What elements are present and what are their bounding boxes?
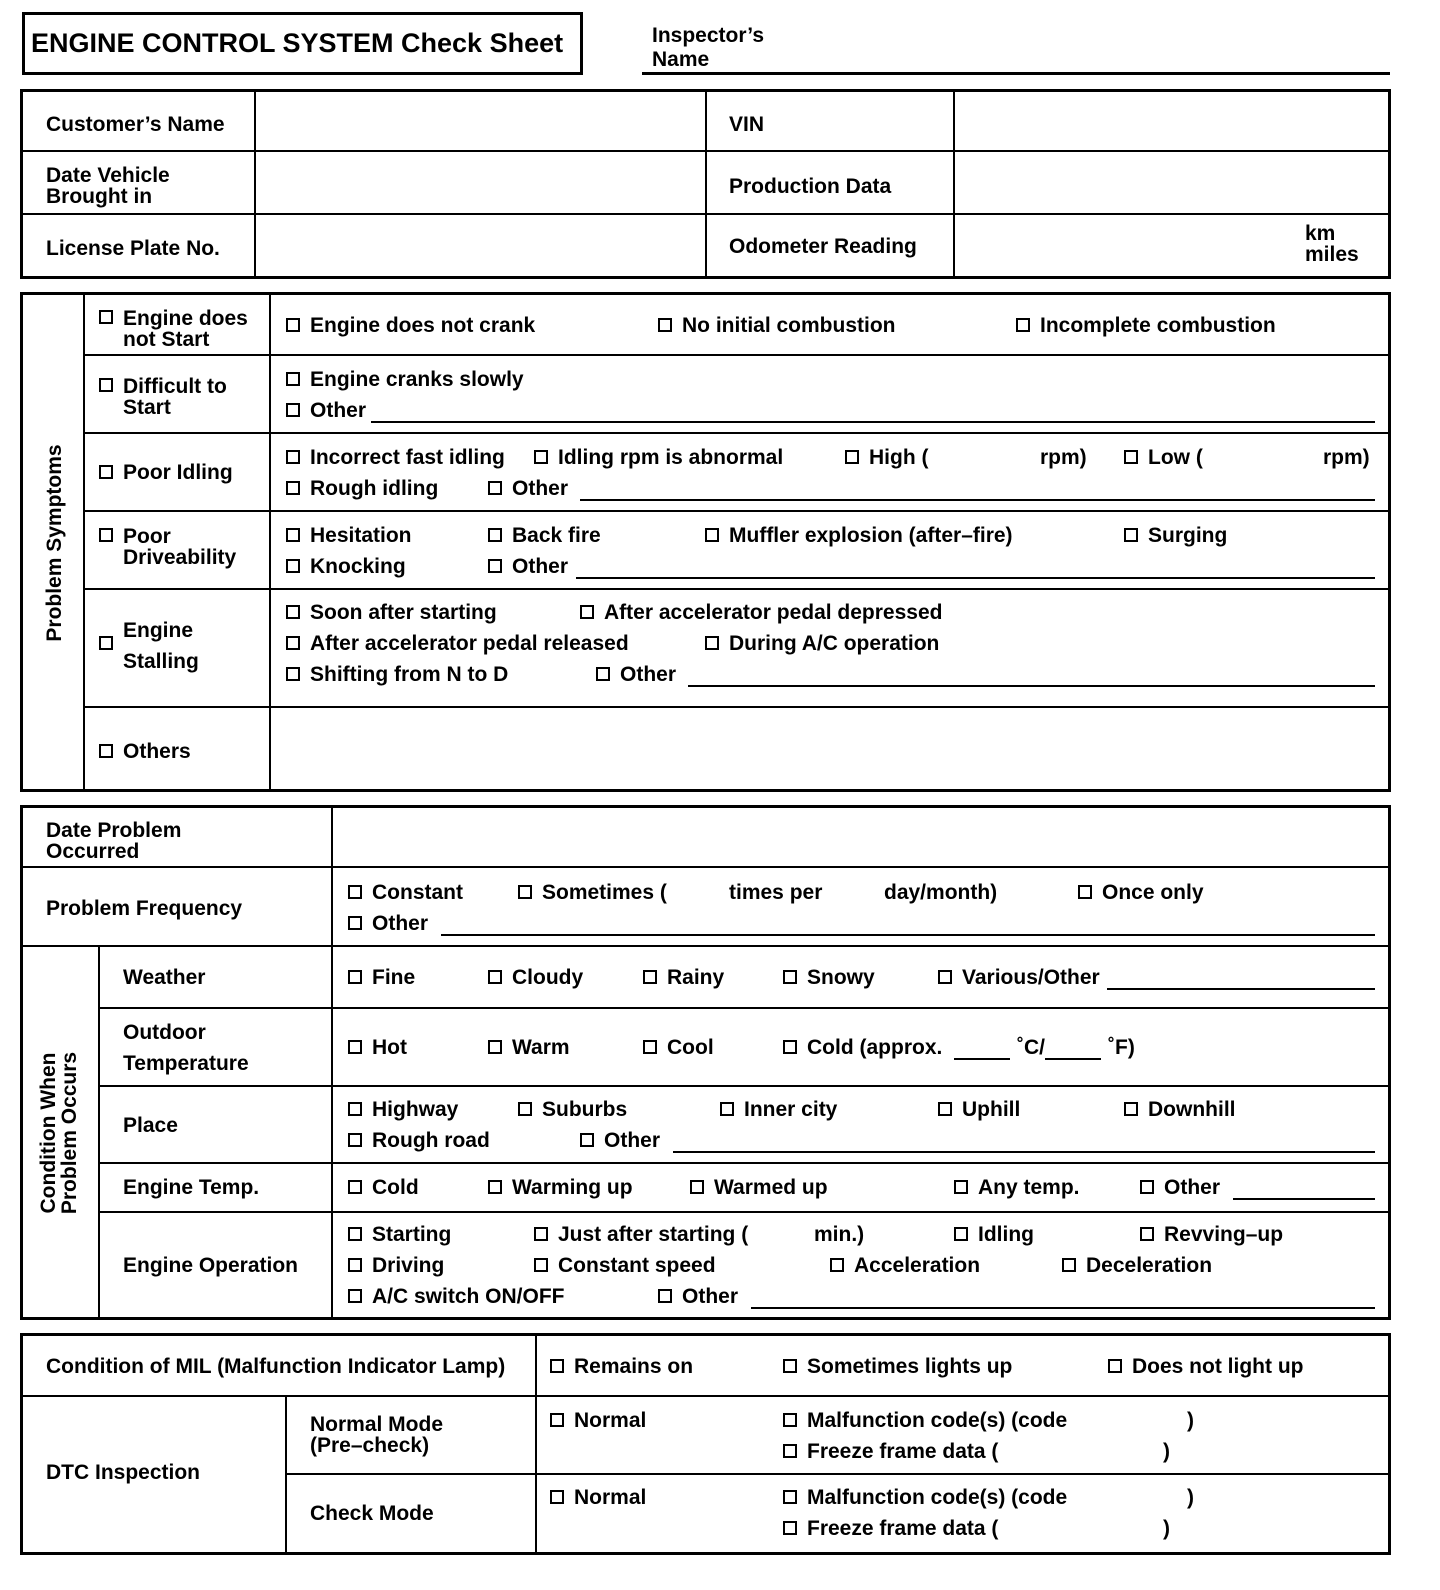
muffler-explosion-checkbox[interactable] [705, 528, 719, 542]
customer-name-label: Customer’s Name [46, 113, 225, 136]
op-ac-switch-checkbox[interactable] [348, 1289, 362, 1303]
op-starting-label: Starting [372, 1223, 452, 1246]
op-constant-speed-checkbox[interactable] [534, 1258, 548, 1272]
engine-not-start-label-1: Engine does [123, 307, 248, 330]
place-downhill-checkbox[interactable] [1124, 1102, 1138, 1116]
op-driving-checkbox[interactable] [348, 1258, 362, 1272]
poor-driveability-checkbox[interactable] [99, 528, 113, 542]
weather-rainy-label: Rainy [667, 966, 725, 989]
normal-mode-malfunction-checkbox[interactable] [783, 1413, 797, 1427]
odometer-field[interactable] [957, 217, 1297, 275]
weather-various-checkbox[interactable] [938, 970, 952, 984]
op-other-checkbox[interactable] [658, 1289, 672, 1303]
vin-field[interactable] [957, 93, 1385, 148]
check-mode-normal-label: Normal [574, 1486, 647, 1509]
rough-idling-label: Rough idling [310, 477, 439, 500]
pedal-depressed-label: After accelerator pedal depressed [604, 601, 943, 624]
etemp-other-checkbox[interactable] [1140, 1180, 1154, 1194]
check-mode-label: Check Mode [310, 1502, 434, 1525]
idling-low-checkbox[interactable] [1124, 450, 1138, 464]
op-ac-switch-label: A/C switch ON/OFF [372, 1285, 565, 1308]
temp-cold-label: Cold (approx. [807, 1036, 943, 1059]
symptom-others-checkbox[interactable] [99, 744, 113, 758]
weather-cloudy-checkbox[interactable] [488, 970, 502, 984]
weather-other-field[interactable] [1107, 988, 1375, 990]
idling-low-label: Low ( [1148, 446, 1203, 469]
freq-other-label: Other [372, 912, 429, 935]
surging-label: Surging [1148, 524, 1228, 547]
normal-mode-normal-checkbox[interactable] [550, 1413, 564, 1427]
soon-after-starting-label: Soon after starting [310, 601, 497, 624]
freq-constant-checkbox[interactable] [348, 885, 362, 899]
engine-temp-label: Engine Temp. [123, 1176, 260, 1199]
etemp-warmed-up-label: Warmed up [714, 1176, 828, 1199]
temp-cold-checkbox[interactable] [783, 1040, 797, 1054]
normal-mode-malfunction-label: Malfunction code(s) (code [807, 1409, 1068, 1432]
problem-symptoms-side-label: Problem Symptoms [43, 444, 66, 642]
weather-label: Weather [123, 966, 206, 989]
back-fire-checkbox[interactable] [488, 528, 502, 542]
poor-driveability-label-2: Driveability [123, 546, 237, 569]
problem-frequency-label: Problem Frequency [46, 897, 243, 920]
etemp-warmed-up-checkbox[interactable] [690, 1180, 704, 1194]
inspector-name-field[interactable] [642, 72, 1390, 75]
op-other-field[interactable] [751, 1307, 1375, 1309]
idling-other-checkbox[interactable] [488, 481, 502, 495]
op-other-label: Other [682, 1285, 739, 1308]
op-just-after-starting-checkbox[interactable] [534, 1227, 548, 1241]
op-idling-checkbox[interactable] [954, 1227, 968, 1241]
op-just-after-starting-label: Just after starting ( [558, 1223, 749, 1246]
cranks-slowly-checkbox[interactable] [286, 372, 300, 386]
op-acceleration-label: Acceleration [854, 1254, 981, 1277]
freq-constant-label: Constant [372, 881, 463, 904]
pedal-depressed-checkbox[interactable] [580, 605, 594, 619]
place-label: Place [123, 1114, 178, 1137]
normal-mode-malfunction-close: ) [1187, 1409, 1194, 1432]
temp-hot-checkbox[interactable] [348, 1040, 362, 1054]
no-initial-combustion-checkbox[interactable] [658, 318, 672, 332]
weather-cloudy-label: Cloudy [512, 966, 584, 989]
customer-name-field[interactable] [258, 93, 702, 148]
outdoor-temp-label-2: Temperature [123, 1052, 249, 1075]
normal-mode-normal-label: Normal [574, 1409, 647, 1432]
normal-mode-freeze-label: Freeze frame data ( [807, 1440, 999, 1463]
place-suburbs-label: Suburbs [542, 1098, 628, 1121]
surging-checkbox[interactable] [1124, 528, 1138, 542]
rough-idling-checkbox[interactable] [286, 481, 300, 495]
weather-fine-label: Fine [372, 966, 416, 989]
odometer-label: Odometer Reading [729, 235, 917, 258]
date-problem-label-1: Date Problem [46, 819, 182, 842]
engine-stalling-label-2: Stalling [123, 650, 199, 673]
op-revving-up-label: Revving–up [1164, 1223, 1284, 1246]
op-constant-speed-label: Constant speed [558, 1254, 716, 1277]
etemp-other-label: Other [1164, 1176, 1221, 1199]
weather-various-label: Various/Other [962, 966, 1100, 989]
no-initial-combustion-label: No initial combustion [682, 314, 896, 337]
place-inner-city-label: Inner city [744, 1098, 838, 1121]
place-other-checkbox[interactable] [580, 1133, 594, 1147]
condition-side-label-2: Problem Occurs [58, 1051, 81, 1215]
date-vehicle-field[interactable] [258, 154, 702, 210]
vin-label: VIN [729, 113, 765, 136]
idling-rpm-abnormal-label: Idling rpm is abnormal [558, 446, 784, 469]
back-fire-label: Back fire [512, 524, 601, 547]
difficult-start-label-2: Start [123, 396, 171, 419]
knocking-label: Knocking [310, 555, 406, 578]
check-mode-freeze-label: Freeze frame data ( [807, 1517, 999, 1540]
difficult-start-label-1: Difficult to [123, 375, 227, 398]
drive-other-checkbox[interactable] [488, 559, 502, 573]
check-mode-freeze-checkbox[interactable] [783, 1521, 797, 1535]
mil-remains-on-checkbox[interactable] [550, 1359, 564, 1373]
muffler-explosion-label: Muffler explosion (after–fire) [729, 524, 1013, 547]
op-acceleration-checkbox[interactable] [830, 1258, 844, 1272]
date-vehicle-label-1: Date Vehicle [46, 164, 170, 187]
incomplete-combustion-checkbox[interactable] [1016, 318, 1030, 332]
place-other-field[interactable] [673, 1151, 1375, 1153]
idling-other-field[interactable] [580, 499, 1375, 501]
incorrect-fast-idling-label: Incorrect fast idling [310, 446, 505, 469]
stalling-other-field[interactable] [688, 685, 1375, 687]
place-suburbs-checkbox[interactable] [518, 1102, 532, 1116]
mil-sometimes-label: Sometimes lights up [807, 1355, 1013, 1378]
mil-condition-label: Condition of MIL (Malfunction Indicator Lamp) [46, 1355, 506, 1378]
date-problem-field[interactable] [335, 809, 1385, 864]
etemp-other-field[interactable] [1233, 1198, 1375, 1200]
freq-sometimes-label: Sometimes ( [542, 881, 667, 904]
normal-mode-label-2: (Pre–check) [310, 1434, 430, 1457]
op-deceleration-label: Deceleration [1086, 1254, 1213, 1277]
etemp-warming-up-checkbox[interactable] [488, 1180, 502, 1194]
condition-side-label-1: Condition When [37, 1052, 60, 1214]
idling-rpm-abnormal-checkbox[interactable] [534, 450, 548, 464]
weather-snowy-label: Snowy [807, 966, 875, 989]
mil-remains-on-label: Remains on [574, 1355, 694, 1378]
engine-not-crank-label: Engine does not crank [310, 314, 536, 337]
idling-high-rpm-label: rpm) [1040, 446, 1087, 469]
idling-high-checkbox[interactable] [845, 450, 859, 464]
temp-unit-c: ˚C/ [1017, 1036, 1045, 1059]
engine-not-start-checkbox[interactable] [99, 310, 113, 324]
check-mode-freeze-close: ) [1163, 1517, 1170, 1540]
form-title: ENGINE CONTROL SYSTEM Check Sheet [31, 28, 564, 58]
poor-idling-label: Poor Idling [123, 461, 233, 484]
production-data-field[interactable] [957, 154, 1385, 210]
drive-other-label: Other [512, 555, 569, 578]
symptom-others-field[interactable] [273, 710, 1385, 788]
ac-operation-checkbox[interactable] [705, 636, 719, 650]
temp-cool-checkbox[interactable] [643, 1040, 657, 1054]
stalling-other-checkbox[interactable] [596, 667, 610, 681]
op-min-label: min.) [814, 1223, 865, 1246]
dtc-inspection-label: DTC Inspection [46, 1461, 201, 1484]
symptom-others-label: Others [123, 740, 191, 763]
unit-miles: miles [1305, 243, 1359, 266]
outdoor-temp-label-1: Outdoor [123, 1021, 206, 1044]
place-rough-road-label: Rough road [372, 1129, 490, 1152]
date-problem-label-2: Occurred [46, 840, 140, 863]
freq-times-per-label: times per [729, 881, 823, 904]
etemp-any-temp-label: Any temp. [978, 1176, 1080, 1199]
ac-operation-label: During A/C operation [729, 632, 940, 655]
date-vehicle-label-2: Brought in [46, 185, 153, 208]
mil-not-light-label: Does not light up [1132, 1355, 1304, 1378]
weather-fine-checkbox[interactable] [348, 970, 362, 984]
op-deceleration-checkbox[interactable] [1062, 1258, 1076, 1272]
freq-other-checkbox[interactable] [348, 916, 362, 930]
weather-rainy-checkbox[interactable] [643, 970, 657, 984]
temp-cool-label: Cool [667, 1036, 714, 1059]
place-highway-checkbox[interactable] [348, 1102, 362, 1116]
check-mode-malfunction-close: ) [1187, 1486, 1194, 1509]
hesitation-label: Hesitation [310, 524, 412, 547]
mil-sometimes-checkbox[interactable] [783, 1359, 797, 1373]
drive-other-field[interactable] [576, 577, 1375, 579]
cranks-slowly-label: Engine cranks slowly [310, 368, 524, 391]
engine-not-start-label-2: not Start [123, 328, 210, 351]
difficult-other-label: Other [310, 399, 367, 422]
place-downhill-label: Downhill [1148, 1098, 1236, 1121]
license-plate-label: License Plate No. [46, 237, 220, 260]
normal-mode-freeze-checkbox[interactable] [783, 1444, 797, 1458]
engine-stalling-label-1: Engine [123, 619, 194, 642]
freq-once-only-label: Once only [1102, 881, 1204, 904]
incorrect-fast-idling-checkbox[interactable] [286, 450, 300, 464]
stalling-other-label: Other [620, 663, 677, 686]
inspector-label-1: Inspector’s [652, 24, 765, 47]
freq-once-only-checkbox[interactable] [1078, 885, 1092, 899]
freq-other-field[interactable] [441, 934, 1375, 936]
etemp-cold-checkbox[interactable] [348, 1180, 362, 1194]
place-other-label: Other [604, 1129, 661, 1152]
freq-day-month-label: day/month) [884, 881, 998, 904]
knocking-checkbox[interactable] [286, 559, 300, 573]
temp-warm-label: Warm [512, 1036, 570, 1059]
soon-after-starting-checkbox[interactable] [286, 605, 300, 619]
op-idling-label: Idling [978, 1223, 1034, 1246]
incomplete-combustion-label: Incomplete combustion [1040, 314, 1276, 337]
license-plate-field[interactable] [258, 217, 702, 275]
production-data-label: Production Data [729, 175, 892, 198]
hesitation-checkbox[interactable] [286, 528, 300, 542]
etemp-any-temp-checkbox[interactable] [954, 1180, 968, 1194]
poor-idling-checkbox[interactable] [99, 465, 113, 479]
check-mode-malfunction-label: Malfunction code(s) (code [807, 1486, 1068, 1509]
temp-celsius-field[interactable] [954, 1058, 1010, 1060]
difficult-start-checkbox[interactable] [99, 378, 113, 392]
idling-high-label: High ( [869, 446, 929, 469]
freq-sometimes-checkbox[interactable] [518, 885, 532, 899]
temp-hot-label: Hot [372, 1036, 407, 1059]
place-uphill-checkbox[interactable] [938, 1102, 952, 1116]
weather-snowy-checkbox[interactable] [783, 970, 797, 984]
difficult-other-field[interactable] [371, 421, 1375, 423]
engine-stalling-checkbox[interactable] [99, 636, 113, 650]
idling-other-label: Other [512, 477, 569, 500]
place-uphill-label: Uphill [962, 1098, 1021, 1121]
place-highway-label: Highway [372, 1098, 459, 1121]
temp-warm-checkbox[interactable] [488, 1040, 502, 1054]
temp-fahrenheit-field[interactable] [1045, 1058, 1101, 1060]
shifting-n-d-label: Shifting from N to D [310, 663, 509, 686]
normal-mode-label-1: Normal Mode [310, 1413, 444, 1436]
unit-km: km [1305, 222, 1336, 245]
check-mode-normal-checkbox[interactable] [550, 1490, 564, 1504]
op-starting-checkbox[interactable] [348, 1227, 362, 1241]
place-rough-road-checkbox[interactable] [348, 1133, 362, 1147]
op-revving-up-checkbox[interactable] [1140, 1227, 1154, 1241]
idling-low-rpm-label: rpm) [1323, 446, 1370, 469]
engine-not-crank-checkbox[interactable] [286, 318, 300, 332]
temp-unit-f: ˚F) [1108, 1036, 1135, 1059]
engine-operation-label: Engine Operation [123, 1254, 299, 1277]
mil-not-light-checkbox[interactable] [1108, 1359, 1122, 1373]
shifting-n-d-checkbox[interactable] [286, 667, 300, 681]
check-mode-malfunction-checkbox[interactable] [783, 1490, 797, 1504]
normal-mode-freeze-close: ) [1163, 1440, 1170, 1463]
place-inner-city-checkbox[interactable] [720, 1102, 734, 1116]
inspector-label-2: Name [652, 48, 710, 71]
pedal-released-checkbox[interactable] [286, 636, 300, 650]
etemp-cold-label: Cold [372, 1176, 419, 1199]
difficult-other-checkbox[interactable] [286, 403, 300, 417]
poor-driveability-label-1: Poor [123, 525, 171, 548]
op-driving-label: Driving [372, 1254, 445, 1277]
pedal-released-label: After accelerator pedal released [310, 632, 629, 655]
etemp-warming-up-label: Warming up [512, 1176, 633, 1199]
